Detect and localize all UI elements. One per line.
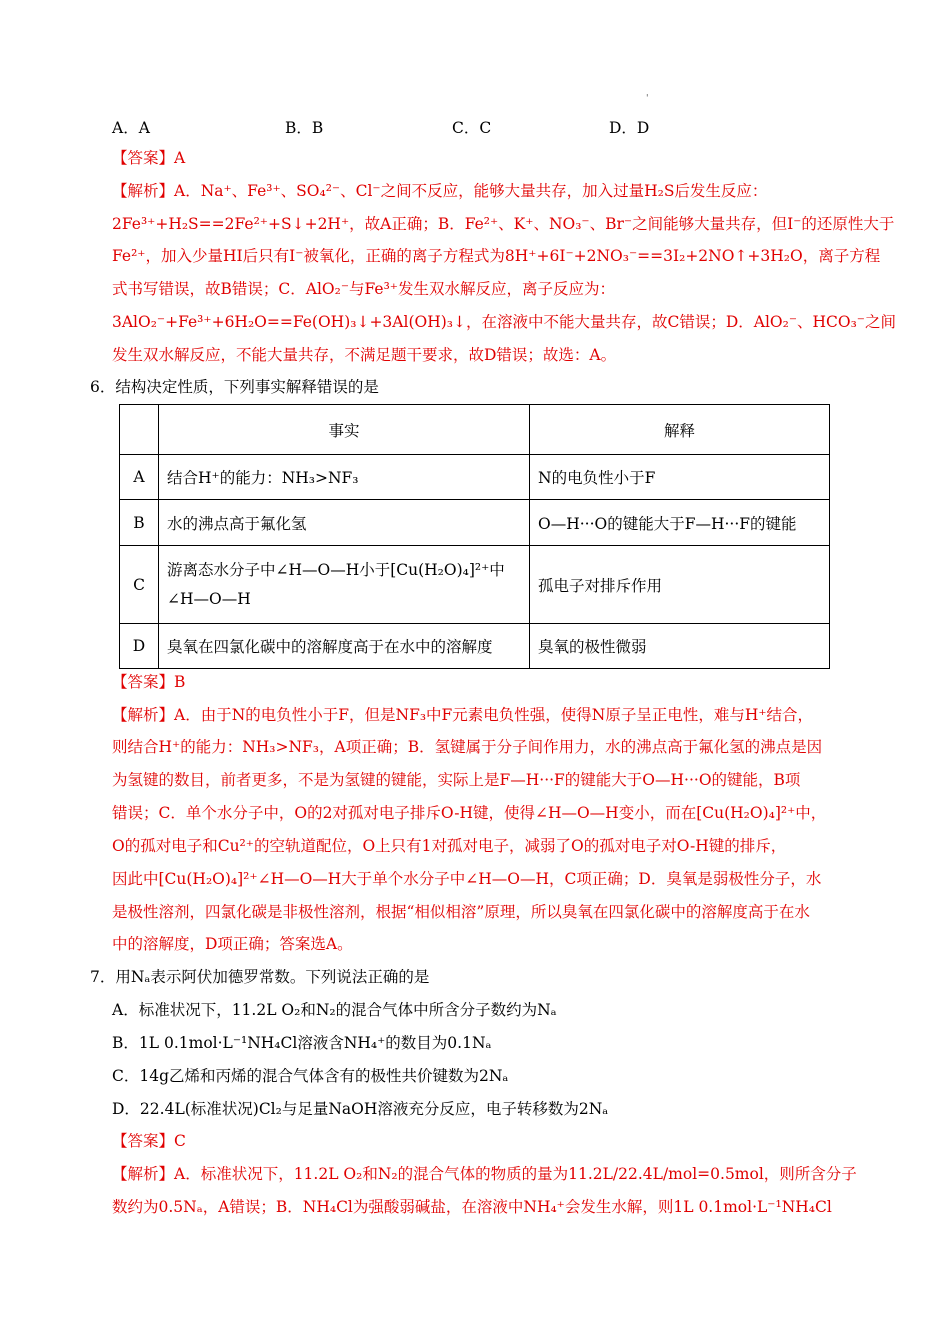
- q7-option: C．14g乙烯和丙烯的混合气体含有的极性共价键数为2Nₐ: [112, 1067, 509, 1085]
- q7-option: D．22.4L(标准状况)Cl₂与足量NaOH溶液充分反应，电子转移数为2Nₐ: [112, 1100, 609, 1118]
- table-header-cell: [120, 405, 159, 455]
- q6-answer: 【答案】B: [112, 673, 186, 691]
- table-row: [120, 500, 830, 546]
- q5-option-c: C．C: [452, 119, 492, 137]
- q7-option: B．1L 0.1mol·L⁻¹NH₄Cl溶液含NH₄⁺的数目为0.1Nₐ: [112, 1034, 492, 1052]
- q5-option-b: B．B: [285, 119, 324, 137]
- row-fact: 臭氧在四氯化碳中的溶解度高于在水中的溶解度: [159, 624, 530, 669]
- q5-analysis-line: 【解析】A．Na⁺、Fe³⁺、SO₄²⁻、Cl⁻之间不反应，能够大量共存，加入过量H₂S后发生反应：: [112, 182, 768, 200]
- row-label: B: [120, 500, 159, 546]
- q6-analysis-line: 因此中[Cu(H₂O)₄]²⁺∠H—O—H大于单个水分子中∠H—O—H，C项正确；D．臭氧是弱极性分子，水: [112, 870, 822, 888]
- q7-stem: 7．用Nₐ表示阿伏加德罗常数。下列说法正确的是: [90, 968, 430, 986]
- q6-analysis-line: O的孤对电子和Cu²⁺的空轨道配位，O上只有1对孤对电子，减弱了O的孤对电子对O-H键的排斥，: [112, 837, 787, 855]
- q6-analysis-line: 【解析】A．由于N的电负性小于F，但是NF₃中F元素电负性强，使得N原子呈正电性，难与H⁺结合，: [112, 706, 814, 724]
- q5-analysis-line: 式书写错误，故B错误；C．AlO₂⁻与Fe³⁺发生双水解反应，离子反应为：: [112, 280, 615, 298]
- q7-analysis-line: 【解析】A．标准状况下，11.2L O₂和N₂的混合气体的物质的量为11.2L/22.4L/mol=0.5mol，则所含分子: [112, 1165, 857, 1183]
- row-fact-line: ∠H—O—H: [167, 589, 251, 608]
- row-label: D: [120, 624, 159, 669]
- row-explain: 孤电子对排斥作用: [530, 546, 830, 624]
- q5-option-d: D．D: [609, 119, 650, 137]
- q5-analysis-line: 2Fe³⁺+H₂S==2Fe²⁺+S↓+2H⁺，故A正确；B．Fe²⁺、K⁺、NO₃⁻、Br⁻之间能够大量共存，但I⁻的还原性大于: [112, 215, 895, 233]
- row-label: A: [120, 455, 159, 500]
- row-explain: O—H···O的键能大于F—H···F的键能: [530, 500, 830, 546]
- q6-analysis-line: 是极性溶剂，四氯化碳是非极性溶剂，根据“相似相溶”原理，所以臭氧在四氯化碳中的溶解度高于在水: [112, 903, 810, 921]
- row-fact-line: 游离态水分子中∠H—O—H小于[Cu(H₂O)₄]²⁺中: [167, 560, 505, 579]
- q5-option-a: A．A: [112, 119, 150, 137]
- table-header-row: [120, 405, 830, 455]
- q7-answer: 【答案】C: [112, 1132, 186, 1150]
- q6-analysis-line: 为氢键的数目，前者更多，不是为氢键的键能，实际上是F—H···F的键能大于O—H···O的键能，B项: [112, 771, 801, 789]
- table-header-fact: 事实: [159, 405, 530, 455]
- q7-option: A．标准状况下，11.2L O₂和N₂的混合气体中所含分子数约为Nₐ: [112, 1001, 557, 1019]
- row-label: C: [120, 546, 159, 624]
- row-fact: [159, 546, 530, 624]
- table-row: [120, 624, 830, 669]
- q6-table: [119, 404, 830, 669]
- q6-analysis-line: 错误；C．单个水分子中，O的2对孤对电子排斥O-H键，使得∠H—O—H变小，而在[Cu(H₂O)₄]²⁺中，: [112, 804, 827, 822]
- q5-analysis-line: Fe²⁺，加入少量HI后只有I⁻被氧化，正确的离子方程式为8H⁺+6I⁻+2NO₃⁻==3I₂+2NO↑+3H₂O，离子方程: [112, 247, 881, 265]
- q6-analysis-line: 则结合H⁺的能力：NH₃>NF₃，A项正确；B．氢键属于分子间作用力，水的沸点高于氟化氢的沸点是因: [112, 738, 823, 756]
- q7-analysis-line: 数约为0.5Nₐ，A错误；B．NH₄Cl为强酸弱碱盐，在溶液中NH₄⁺会发生水解，则1L 0.1mol·L⁻¹NH₄Cl: [112, 1198, 832, 1216]
- q6-stem: 6．结构决定性质，下列事实解释错误的是: [90, 378, 379, 396]
- table-row: [120, 455, 830, 500]
- q5-analysis-line: 3AlO₂⁻+Fe³⁺+6H₂O==Fe(OH)₃↓+3Al(OH)₃↓，在溶液中不能大量共存，故C错误；D．AlO₂⁻、HCO₃⁻之间: [112, 313, 896, 331]
- q5-answer: 【答案】A: [112, 149, 186, 167]
- q6-analysis-line: 中的溶解度，D项正确；答案选A。: [112, 935, 353, 953]
- row-explain: N的电负性小于F: [530, 455, 830, 500]
- table-header-explain: 解释: [530, 405, 830, 455]
- table-row: [120, 546, 830, 624]
- row-explain: 臭氧的极性微弱: [530, 624, 830, 669]
- q5-analysis-line: 发生双水解反应，不能大量共存，不满足题干要求，故D错误；故选：A。: [112, 346, 617, 364]
- row-fact: 结合H⁺的能力：NH₃>NF₃: [159, 455, 530, 500]
- row-fact: 水的沸点高于氟化氢: [159, 500, 530, 546]
- tick-mark: ': [646, 94, 649, 104]
